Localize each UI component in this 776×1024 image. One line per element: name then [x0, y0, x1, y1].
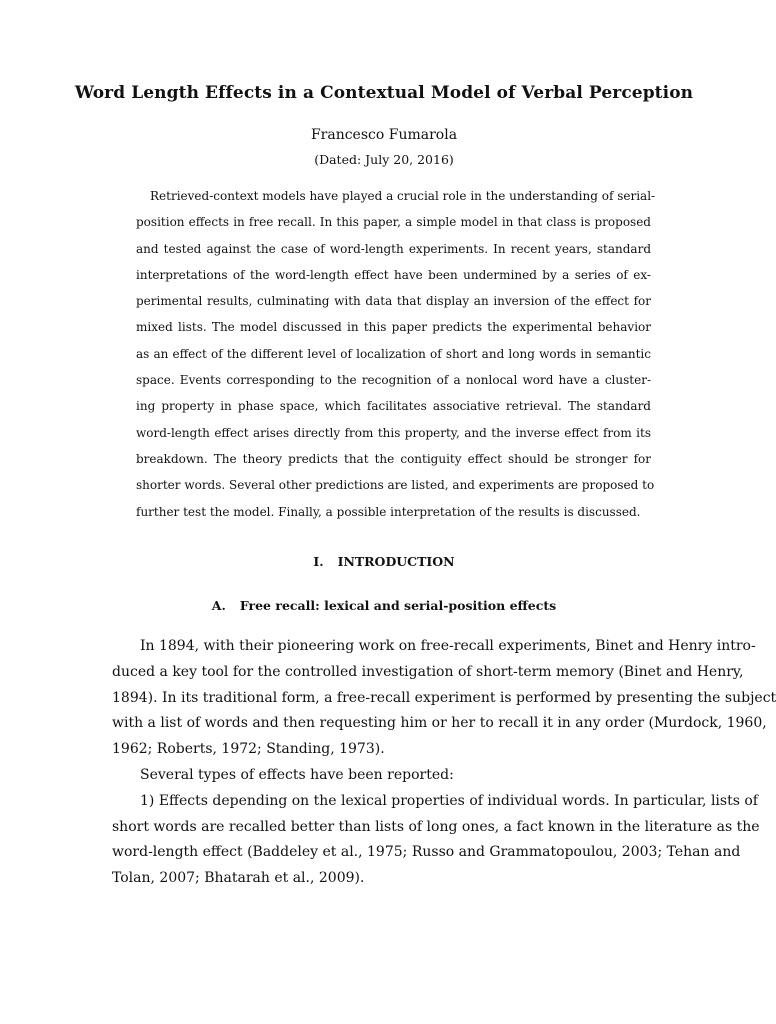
body-line: word-length effect (Baddeley et al., 1975; Russo and Grammatopoulou, 2003; Tehan and — [112, 844, 741, 861]
author-name: Francesco Fumarola — [310, 127, 458, 143]
abstract-line: breakdown. The theory predicts that the contiguity effect should be stronger for — [136, 451, 651, 466]
abstract-line: as an effect of the different level of localization of short and long words in semantic — [136, 346, 651, 361]
body-line: 1894). In its traditional form, a free-recall experiment is performed by presenting the subject — [112, 689, 776, 706]
abstract-line: word-length effect arises directly from this property, and the inverse effect from its — [136, 425, 651, 440]
abstract-line: Retrieved-context models have played a crucial role in the understanding of serial- — [150, 189, 656, 203]
paper-title: Word Length Effects in a Contextual Model of Verbal Perception — [74, 83, 694, 103]
abstract-line: shorter words. Several other predictions are listed, and experiments are proposed to — [136, 478, 655, 493]
abstract — [136, 183, 656, 525]
subsection-heading — [0, 596, 768, 616]
date-line: (Dated: July 20, 2016) — [314, 152, 454, 167]
abstract-line: interpretations of the word-length effect have been undermined by a series of ex- — [136, 267, 651, 282]
abstract-line: and tested against the case of word-length experiments. In recent years, standard — [136, 241, 651, 256]
body-line: In 1894, with their pioneering work on free-recall experiments, Binet and Henry intro- — [140, 638, 756, 654]
section-number: I. — [313, 554, 324, 569]
body-line: with a list of words and then requesting him or her to recall it in any order (Murdock, 1960, — [112, 715, 767, 732]
body-line: 1) Effects depending on the lexical properties of individual words. In particular, lists of — [140, 792, 758, 809]
body-line: 1962; Roberts, 1972; Standing, 1973). — [112, 741, 385, 758]
abstract-line: space. Events corresponding to the recognition of a nonlocal word have a cluster- — [136, 373, 651, 388]
subsection-number: A. — [211, 598, 226, 613]
body-line: Several types of effects have been reported: — [140, 766, 454, 783]
abstract-line: further test the model. Finally, a possible interpretation of the results is discussed. — [136, 504, 641, 519]
body-line: short words are recalled better than lists of long ones, a fact known in the literature as the — [112, 818, 760, 835]
body-line: Tolan, 2007; Bhatarah et al., 2009). — [112, 870, 365, 887]
abstract-line: position effects in free recall. In this paper, a simple model in that class is proposed — [136, 215, 651, 230]
subsection-title: Free recall: lexical and serial-position effects — [239, 598, 557, 613]
abstract-line: perimental results, culminating with data that display an inversion of the effect for — [136, 294, 651, 309]
section-heading — [0, 552, 768, 572]
body-text — [112, 634, 776, 892]
section-title: INTRODUCTION — [337, 554, 455, 569]
body-line: duced a key tool for the controlled investigation of short-term memory (Binet and Henry, — [112, 663, 744, 680]
abstract-line: ing property in phase space, which facilitates associative retrieval. The standard — [136, 399, 651, 414]
abstract-line: mixed lists. The model discussed in this paper predicts the experimental behavior — [136, 320, 651, 335]
